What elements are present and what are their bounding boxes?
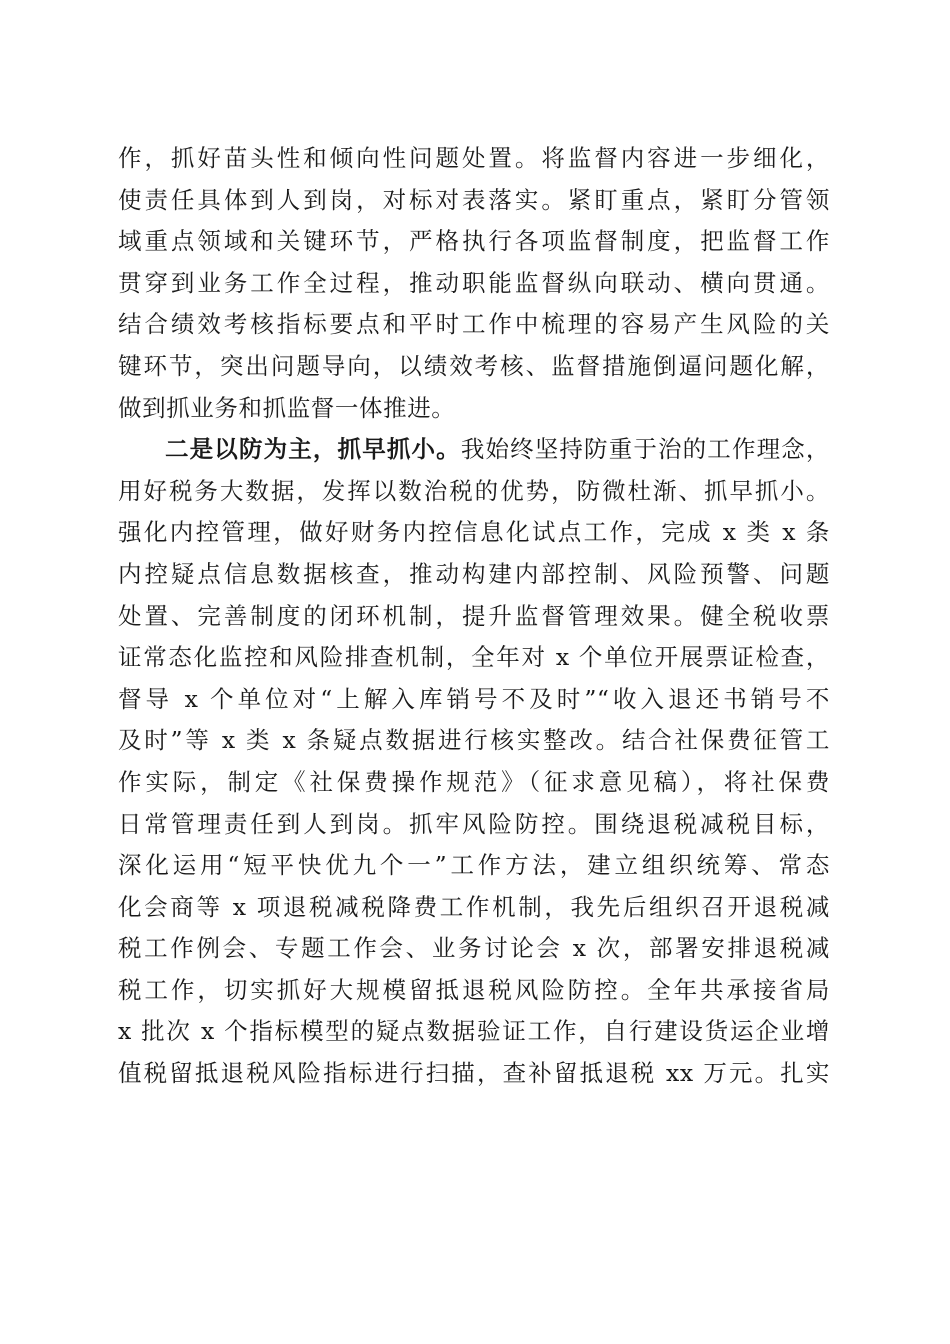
text-line: x 批次 x 个指标模型的疑点数据验证工作，自行建设货运企业增 xyxy=(118,1017,830,1046)
text-line: 作，抓好苗头性和倾向性问题处置。将监督内容进一步细化， xyxy=(118,144,830,172)
text-line: 处置、完善制度的闭环机制，提升监督管理效果。健全税收票 xyxy=(118,601,830,630)
text-line: 督导 x 个单位对“上解入库销号不及时”“收入退还书销号不 xyxy=(118,684,830,713)
text-line: 日常管理责任到人到岗。抓牢风险防控。围绕退税减税目标， xyxy=(118,809,830,838)
text-line: 作实际，制定《社保费操作规范》（征求意见稿），将社保费 xyxy=(118,767,830,796)
paragraph-text: 我始终坚持防重于治的工作理念， xyxy=(460,435,831,464)
text-line: 化会商等 x 项退税减税降费工作机制，我先后组织召开退税减 xyxy=(118,892,830,921)
text-line: 强化内控管理，做好财务内控信息化试点工作，完成 x 类 x 条 xyxy=(118,518,830,547)
paragraph-1 xyxy=(118,138,830,429)
text-line: 结合绩效考核指标要点和平时工作中梳理的容易产生风险的关 xyxy=(118,310,830,339)
text-line: 域重点领域和关键环节，严格执行各项监督制度，把监督工作 xyxy=(118,227,830,256)
text-line: 贯穿到业务工作全过程，推动职能监督纵向联动、横向贯通。 xyxy=(118,268,830,297)
text-line: 做到抓业务和抓监督一体推进。 xyxy=(118,393,456,422)
text-line: 使责任具体到人到岗，对标对表落实。紧盯重点，紧盯分管领 xyxy=(118,185,830,214)
text-line: 深化运用“短平快优九个一”工作方法，建立组织统筹、常态 xyxy=(118,851,830,880)
text-line: 证常态化监控和风险排查机制，全年对 x 个单位开展票证检查， xyxy=(118,643,830,672)
text-line: 及时”等 x 类 x 条疑点数据进行核实整改。结合社保费征管工 xyxy=(118,726,830,755)
text-line: 税工作例会、专题工作会、业务讨论会 x 次，部署安排退税减 xyxy=(118,934,830,963)
paragraph-2-first-line xyxy=(118,429,830,471)
text-line: 税工作，切实抓好大规模留抵退税风险防控。全年共承接省局 xyxy=(118,975,830,1004)
text-line: 键环节，突出问题导向，以绩效考核、监督措施倒逼问题化解， xyxy=(118,351,830,380)
text-line: 值税留抵退税风险指标进行扫描，查补留抵退税 xx 万元。扎实 xyxy=(118,1059,830,1088)
paragraph-2 xyxy=(118,429,830,1095)
text-line: 内控疑点信息数据核查，推动构建内部控制、风险预警、问题 xyxy=(118,559,830,588)
paragraph-heading: 二是以防为主，抓早抓小。 xyxy=(165,435,461,464)
text-line: 用好税务大数据，发挥以数治税的优势，防微杜渐、抓早抓小。 xyxy=(118,476,830,505)
document-body xyxy=(118,138,830,1095)
